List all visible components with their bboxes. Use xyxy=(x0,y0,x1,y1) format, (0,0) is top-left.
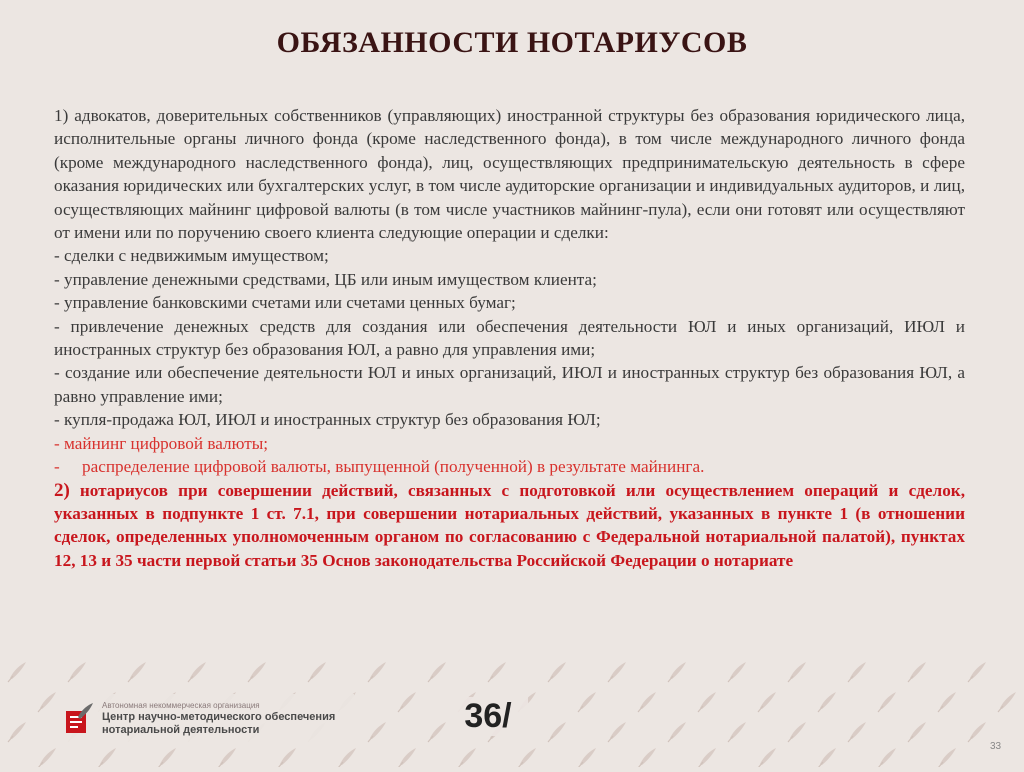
red-bullet-distribution xyxy=(54,455,965,478)
item-2-text: нотариусов при совершении действий, связанных с подготовкой или осуществлением операций и сделок, указанных в подпункте 1 ст. 7.1, при совершении нотариальных действий, указанных в пункте 1 (в отношении сделок, определенных уполномоченным органом по согласованию с Федеральной нотариальной палатой), пунктах 12, 13 и 35 части первой статьи 35 Основ законодательства Российской Федерации о нотариате xyxy=(54,480,965,570)
bullet-dash: - xyxy=(54,457,60,477)
item-2 xyxy=(54,479,965,573)
item-2-number: 2) xyxy=(54,479,70,501)
slide-title: ОБЯЗАННОСТИ НОТАРИУСОВ xyxy=(276,26,748,59)
bullet-item: - управление денежными средствами, ЦБ или иным имуществом клиента; xyxy=(54,269,597,289)
item-1-intro: 1) адвокатов, доверительных собственников (управляющих) иностранной структуры без образования юридического лица, исполнительные органы личного фонда (кроме наследственного фонда), в том числе международного личного фонда (кроме международного наследственного фонда), лиц, осуществляющих предпринимательскую деятельность в сфере оказания юридических или бухгалтерских услуг, в том числе аудиторские организации и индивидуальных аудиторов, и лиц, осуществляющих майнинг цифровой валюты (в том числе участников майнинг-пула), если они готовят или осуществляют от имени или по поручению своего клиента следующие операции и сделки: xyxy=(54,106,965,243)
bullet-item: - управление банковскими счетами или счетами ценных бумаг; xyxy=(54,293,516,313)
logo-subtitle: Автономная некоммерческая организация xyxy=(102,701,260,710)
bullet-item: - привлечение денежных средств для создания или обеспечения деятельности ЮЛ и иных организаций, ИЮЛ и иностранных структур без образования ЮЛ, а равно для управления ими; xyxy=(54,316,965,360)
logo-line-2: нотариальной деятельности xyxy=(102,724,260,736)
slide-body xyxy=(54,104,965,572)
organization-logo xyxy=(64,694,354,744)
logo-line-1: Центр научно-методического обеспечения xyxy=(102,711,336,723)
bullet-item: - создание или обеспечение деятельности ЮЛ и иных организаций, ИЮЛ и иностранных структур без образования ЮЛ, а равно управление ими; xyxy=(54,363,965,406)
slide-number: 33 xyxy=(990,741,1002,752)
bullet-item: - купля-продажа ЮЛ, ИЮЛ и иностранных структур без образования ЮЛ; xyxy=(54,410,601,430)
bullet-item: - сделки с недвижимым имуществом; xyxy=(54,246,329,266)
notary-logo-icon xyxy=(64,703,94,735)
red-bullet-mining: - майнинг цифровой валюты; xyxy=(54,433,269,453)
page-label: 36/ xyxy=(448,697,528,736)
red-bullet-distribution-text: распределение цифровой валюты, выпущенной (полученной) в результате майнинга. xyxy=(82,457,705,477)
